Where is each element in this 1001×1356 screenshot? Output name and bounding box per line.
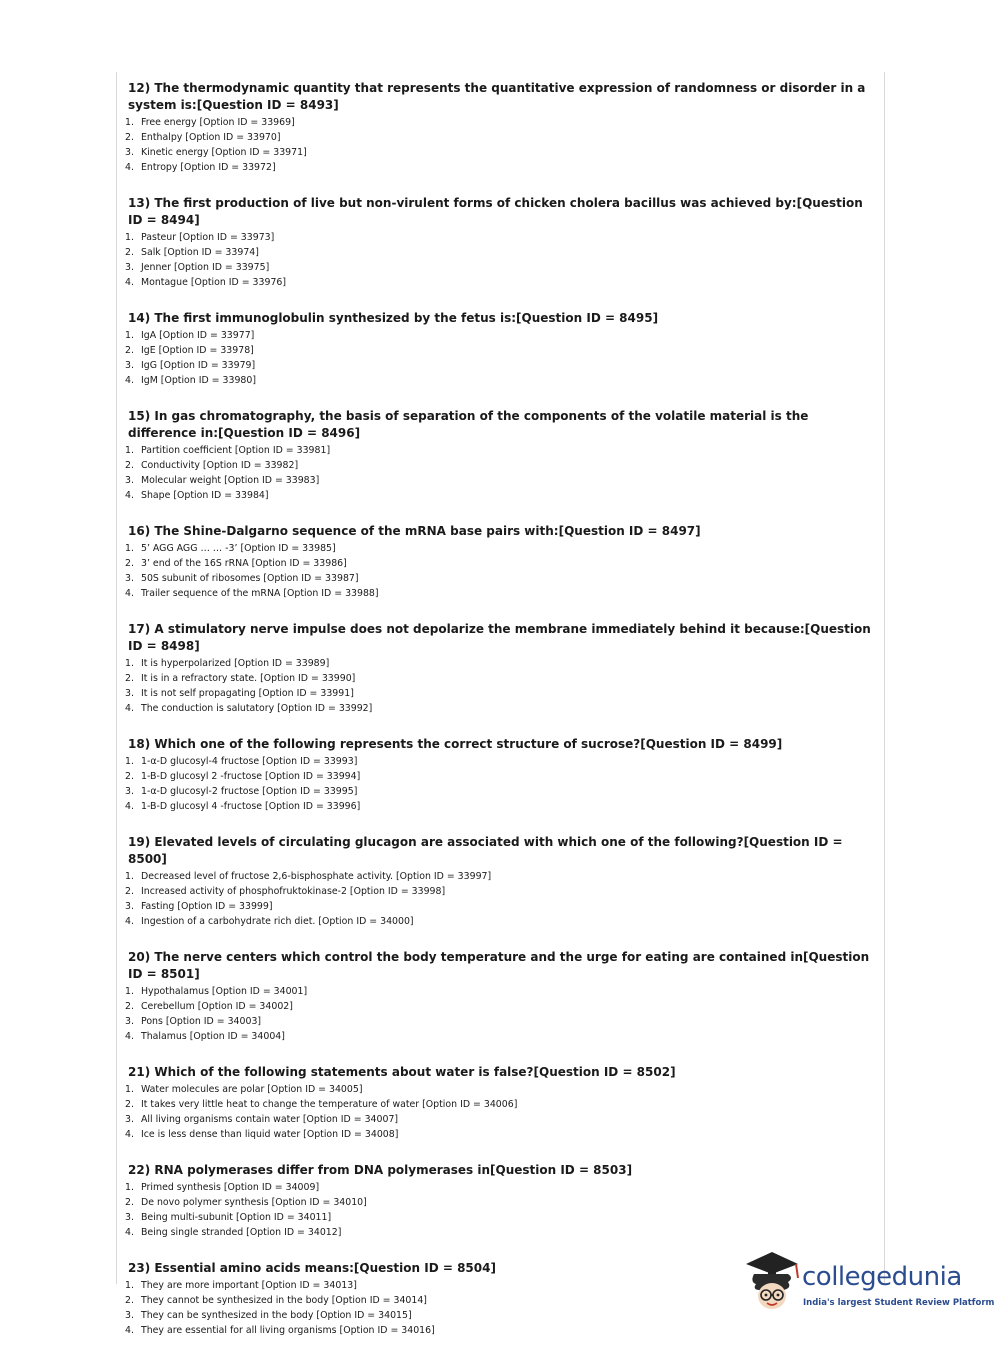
right-margin-line <box>884 72 885 1284</box>
option-text: 50S subunit of ribosomes [Option ID = 33987] <box>141 573 359 584</box>
option-text: Entropy [Option ID = 33972] <box>141 162 276 173</box>
option-text: Water molecules are polar [Option ID = 34005] <box>141 1084 363 1095</box>
option-text: Salk [Option ID = 33974] <box>141 247 259 258</box>
option-list <box>125 443 875 503</box>
option-item: 3. All living organisms contain water [Option ID = 34007] <box>125 1114 399 1125</box>
option-item: 3. IgG [Option ID = 33979] <box>125 360 256 371</box>
option-item: 4. Thalamus [Option ID = 34004] <box>125 1031 285 1042</box>
option-item: 3. They can be synthesized in the body [Option ID = 34015] <box>125 1310 412 1321</box>
option-item: 3. Molecular weight [Option ID = 33983] <box>125 475 320 486</box>
question-title: 22) RNA polymerases differ from DNA polymerases in[Question ID = 8503] <box>128 1163 633 1177</box>
option-item: 2. 3’ end of the 16S rRNA [Option ID = 33986] <box>125 558 347 569</box>
option-text: All living organisms contain water [Option ID = 34007] <box>141 1114 399 1125</box>
option-list <box>125 656 875 716</box>
brand-name: collegedunia <box>802 1262 962 1292</box>
option-item: 2. Salk [Option ID = 33974] <box>125 247 259 258</box>
option-text: Hypothalamus [Option ID = 34001] <box>141 986 308 997</box>
option-item: 3. Being multi-subunit [Option ID = 34011] <box>125 1212 332 1223</box>
option-text: It is hyperpolarized [Option ID = 33989] <box>141 658 330 669</box>
question-list <box>125 80 875 1338</box>
option-list <box>125 984 875 1044</box>
option-list <box>125 869 875 929</box>
option-text: Pasteur [Option ID = 33973] <box>141 232 275 243</box>
option-list <box>125 328 875 388</box>
option-item: 2. Conductivity [Option ID = 33982] <box>125 460 299 471</box>
option-text: It takes very little heat to change the temperature of water [Option ID = 34006] <box>141 1099 518 1110</box>
option-text: They cannot be synthesized in the body [Option ID = 34014] <box>141 1295 427 1306</box>
option-text: Ice is less dense than liquid water [Option ID = 34008] <box>141 1129 399 1140</box>
option-list <box>125 1082 875 1142</box>
question-block <box>125 80 875 175</box>
question-title: 13) The first production of live but non-virulent forms of chicken cholera bacillus was achieved by:[Question ID = 8494] <box>128 196 863 227</box>
option-item: 4. 1-B-D glucosyl 4 -fructose [Option ID = 33996] <box>125 801 361 812</box>
left-margin-line <box>116 72 117 1284</box>
option-text: They can be synthesized in the body [Option ID = 34015] <box>141 1310 412 1321</box>
option-text: Thalamus [Option ID = 34004] <box>141 1031 285 1042</box>
option-item: 2. 1-B-D glucosyl 2 -fructose [Option ID = 33994] <box>125 771 361 782</box>
option-text: Trailer sequence of the mRNA [Option ID = 33988] <box>141 588 379 599</box>
option-item: 1. Pasteur [Option ID = 33973] <box>125 232 275 243</box>
option-item: 1. Decreased level of fructose 2,6-bisphosphate activity. [Option ID = 33997] <box>125 871 492 882</box>
option-item: 4. Being single stranded [Option ID = 34012] <box>125 1227 342 1238</box>
question-title: 15) In gas chromatography, the basis of separation of the components of the volatile material is the difference in:[Question ID = 8496] <box>128 409 809 440</box>
option-item: 4. The conduction is salutatory [Option ID = 33992] <box>125 703 373 714</box>
brand-logo <box>742 1248 995 1318</box>
option-item: 3. It is not self propagating [Option ID = 33991] <box>125 688 354 699</box>
option-text: Primed synthesis [Option ID = 34009] <box>141 1182 320 1193</box>
option-text: Cerebellum [Option ID = 34002] <box>141 1001 293 1012</box>
option-item: 2. IgE [Option ID = 33978] <box>125 345 254 356</box>
question-block <box>125 195 875 290</box>
option-item: 4. IgM [Option ID = 33980] <box>125 375 256 386</box>
option-item: 4. Ingestion of a carbohydrate rich diet. [Option ID = 34000] <box>125 916 414 927</box>
option-text: Partition coefficient [Option ID = 33981] <box>141 445 331 456</box>
option-item: 4. Trailer sequence of the mRNA [Option ID = 33988] <box>125 588 379 599</box>
option-text: Being multi-subunit [Option ID = 34011] <box>141 1212 332 1223</box>
question-block <box>125 1064 875 1142</box>
option-text: IgA [Option ID = 33977] <box>141 330 255 341</box>
option-text: Enthalpy [Option ID = 33970] <box>141 132 281 143</box>
option-text: 1-α-D glucosyl-2 fructose [Option ID = 33995] <box>141 786 358 797</box>
option-text: Montague [Option ID = 33976] <box>141 277 287 288</box>
option-item: 1. 1-α-D glucosyl-4 fructose [Option ID = 33993] <box>125 756 358 767</box>
option-item: 2. Cerebellum [Option ID = 34002] <box>125 1001 293 1012</box>
option-text: Ingestion of a carbohydrate rich diet. [Option ID = 34000] <box>141 916 414 927</box>
question-block <box>125 523 875 601</box>
option-text: IgM [Option ID = 33980] <box>141 375 256 386</box>
option-item: 1. IgA [Option ID = 33977] <box>125 330 255 341</box>
option-item: 4. They are essential for all living organisms [Option ID = 34016] <box>125 1325 435 1336</box>
option-item: 4. Ice is less dense than liquid water [Option ID = 34008] <box>125 1129 399 1140</box>
option-text: 1-B-D glucosyl 2 -fructose [Option ID = 33994] <box>141 771 361 782</box>
question-title: 17) A stimulatory nerve impulse does not depolarize the membrane immediately behind it because:[Question ID = 8498] <box>128 622 871 653</box>
option-list <box>125 754 875 814</box>
option-text: Free energy [Option ID = 33969] <box>141 117 295 128</box>
question-block <box>125 949 875 1044</box>
option-item: 1. They are more important [Option ID = 34013] <box>125 1280 357 1291</box>
option-item: 3. Pons [Option ID = 34003] <box>125 1016 262 1027</box>
question-title: 12) The thermodynamic quantity that represents the quantitative expression of randomness or disorder in a system is:[Question ID = 8493] <box>128 81 866 112</box>
question-title: 20) The nerve centers which control the body temperature and the urge for eating are contained in[Question ID = 8501] <box>128 950 870 981</box>
option-text: Molecular weight [Option ID = 33983] <box>141 475 320 486</box>
question-block <box>125 1162 875 1240</box>
option-item: 3. 50S subunit of ribosomes [Option ID = 33987] <box>125 573 359 584</box>
option-item: 2. Enthalpy [Option ID = 33970] <box>125 132 281 143</box>
option-text: It is in a refractory state. [Option ID = 33990] <box>141 673 356 684</box>
option-text: 1-B-D glucosyl 4 -fructose [Option ID = 33996] <box>141 801 361 812</box>
option-text: Increased activity of phosphofruktokinase-2 [Option ID = 33998] <box>141 886 446 897</box>
option-text: Shape [Option ID = 33984] <box>141 490 269 501</box>
mascot-icon <box>742 1248 802 1318</box>
option-text: It is not self propagating [Option ID = 33991] <box>141 688 354 699</box>
option-item: 1. 5’ AGG AGG … … -3’ [Option ID = 33985] <box>125 543 336 554</box>
option-item: 1. Primed synthesis [Option ID = 34009] <box>125 1182 320 1193</box>
question-block <box>125 834 875 929</box>
option-item: 3. Fasting [Option ID = 33999] <box>125 901 273 912</box>
option-item: 4. Shape [Option ID = 33984] <box>125 490 269 501</box>
option-text: Being single stranded [Option ID = 34012] <box>141 1227 342 1238</box>
option-item: 2. They cannot be synthesized in the body [Option ID = 34014] <box>125 1295 427 1306</box>
option-text: Decreased level of fructose 2,6-bisphosphate activity. [Option ID = 33997] <box>141 871 492 882</box>
option-item: 3. Kinetic energy [Option ID = 33971] <box>125 147 307 158</box>
option-text: 5’ AGG AGG … … -3’ [Option ID = 33985] <box>141 543 336 554</box>
option-text: The conduction is salutatory [Option ID = 33992] <box>141 703 373 714</box>
question-title: 19) Elevated levels of circulating glucagon are associated with which one of the following?[Question ID = 8500] <box>128 835 843 866</box>
option-item: 1. Hypothalamus [Option ID = 34001] <box>125 986 308 997</box>
option-list <box>125 115 875 175</box>
option-text: De novo polymer synthesis [Option ID = 34010] <box>141 1197 367 1208</box>
option-text: Kinetic energy [Option ID = 33971] <box>141 147 307 158</box>
option-item: 2. De novo polymer synthesis [Option ID = 34010] <box>125 1197 367 1208</box>
question-title: 16) The Shine-Dalgarno sequence of the mRNA base pairs with:[Question ID = 8497] <box>128 524 701 538</box>
option-text: Fasting [Option ID = 33999] <box>141 901 273 912</box>
question-title: 14) The first immunoglobulin synthesized by the fetus is:[Question ID = 8495] <box>128 311 659 325</box>
option-item: 1. Free energy [Option ID = 33969] <box>125 117 295 128</box>
option-text: They are more important [Option ID = 34013] <box>141 1280 357 1291</box>
option-text: IgE [Option ID = 33978] <box>141 345 254 356</box>
question-block <box>125 621 875 716</box>
question-title: 23) Essential amino acids means:[Question ID = 8504] <box>128 1261 496 1275</box>
option-list <box>125 1180 875 1240</box>
option-text: They are essential for all living organisms [Option ID = 34016] <box>141 1325 435 1336</box>
brand-tagline: India's largest Student Review Platform <box>803 1298 995 1308</box>
option-item: 2. Increased activity of phosphofruktokinase-2 [Option ID = 33998] <box>125 886 446 897</box>
option-item: 2. It takes very little heat to change the temperature of water [Option ID = 34006] <box>125 1099 518 1110</box>
option-item: 4. Montague [Option ID = 33976] <box>125 277 287 288</box>
option-text: 3’ end of the 16S rRNA [Option ID = 33986] <box>141 558 347 569</box>
option-list <box>125 230 875 290</box>
option-list <box>125 541 875 601</box>
option-text: 1-α-D glucosyl-4 fructose [Option ID = 33993] <box>141 756 358 767</box>
option-item: 1. It is hyperpolarized [Option ID = 33989] <box>125 658 330 669</box>
option-item: 3. Jenner [Option ID = 33975] <box>125 262 270 273</box>
option-item: 4. Entropy [Option ID = 33972] <box>125 162 276 173</box>
question-block <box>125 408 875 503</box>
option-item: 1. Water molecules are polar [Option ID = 34005] <box>125 1084 363 1095</box>
option-text: Jenner [Option ID = 33975] <box>141 262 270 273</box>
option-item: 1. Partition coefficient [Option ID = 33981] <box>125 445 331 456</box>
question-title: 21) Which of the following statements about water is false?[Question ID = 8502] <box>128 1065 676 1079</box>
option-text: Conductivity [Option ID = 33982] <box>141 460 299 471</box>
option-item: 2. It is in a refractory state. [Option ID = 33990] <box>125 673 356 684</box>
question-title: 18) Which one of the following represents the correct structure of sucrose?[Question ID = 8499] <box>128 737 783 751</box>
question-block <box>125 310 875 388</box>
option-text: IgG [Option ID = 33979] <box>141 360 256 371</box>
option-item: 3. 1-α-D glucosyl-2 fructose [Option ID = 33995] <box>125 786 358 797</box>
question-block <box>125 736 875 814</box>
option-text: Pons [Option ID = 34003] <box>141 1016 262 1027</box>
